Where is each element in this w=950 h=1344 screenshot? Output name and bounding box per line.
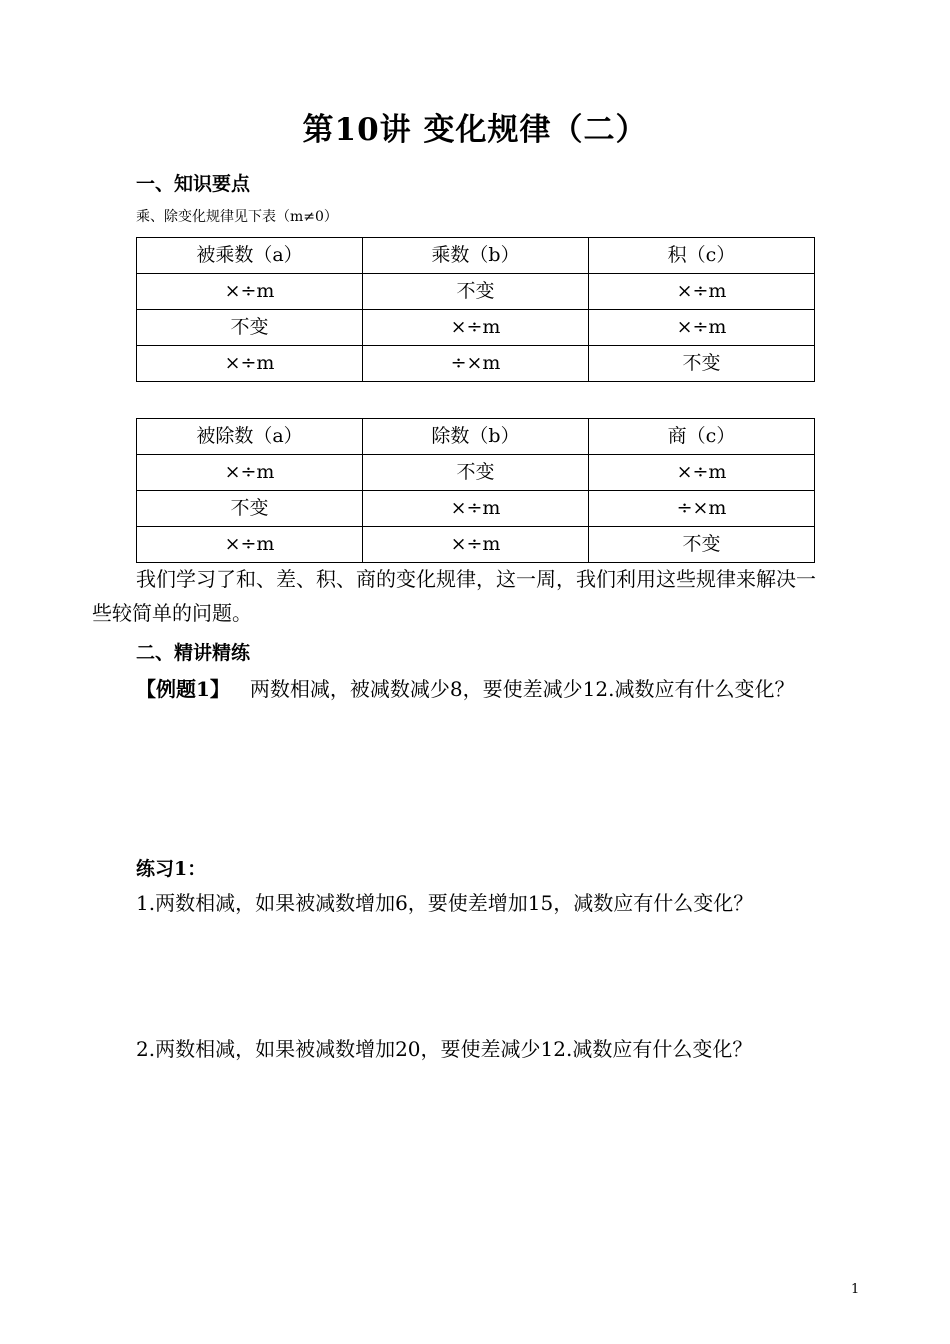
table-row	[137, 527, 815, 563]
table-cell: 不变	[363, 455, 589, 491]
table-cell: ÷×m	[589, 491, 815, 527]
intro-paragraph-line1: 我们学习了和、差、积、商的变化规律，这一周，我们利用这些规律来解决一	[136, 567, 816, 591]
table-header-row	[137, 419, 815, 455]
table-row	[137, 491, 815, 527]
table-row	[137, 455, 815, 491]
example-label: 【例题1】	[136, 677, 230, 701]
example-1	[136, 672, 794, 706]
table-cell: ×÷m	[589, 310, 815, 346]
practice-heading: 练习1：	[136, 858, 207, 880]
table-note: 乘、除变化规律见下表（m≠0）	[136, 209, 338, 225]
table-header-cell: 积（c）	[589, 238, 815, 274]
table-cell: ×÷m	[137, 527, 363, 563]
multiply-rule-table	[136, 237, 815, 382]
table-header-row	[137, 238, 815, 274]
example-text: 两数相减，被减数减少8，要使差减少12.减数应有什么变化？	[249, 677, 795, 701]
intro-paragraph-line2: 些较简单的问题。	[92, 601, 252, 625]
table-cell: 不变	[137, 491, 363, 527]
table-cell: 不变	[137, 310, 363, 346]
table-cell: ÷×m	[363, 346, 589, 382]
page-title: 第10讲 变化规律（二）	[302, 112, 648, 148]
table-cell: ×÷m	[589, 455, 815, 491]
table-header-cell: 被除数（a）	[137, 419, 363, 455]
divide-rule-table	[136, 418, 815, 563]
section-heading-knowledge: 一、知识要点	[136, 173, 251, 195]
table-row	[137, 346, 815, 382]
practice-question-1: 1.两数相减，如果被减数增加6，要使差增加15，减数应有什么变化？	[136, 891, 754, 915]
table-cell: ×÷m	[589, 274, 815, 310]
table-row	[137, 274, 815, 310]
table-cell: 不变	[589, 527, 815, 563]
table-header-cell: 乘数（b）	[363, 238, 589, 274]
table-header-cell: 商（c）	[589, 419, 815, 455]
table-cell: ×÷m	[137, 346, 363, 382]
table-cell: ×÷m	[363, 491, 589, 527]
table-cell: ×÷m	[363, 310, 589, 346]
section-heading-practice: 二、精讲精练	[136, 642, 251, 664]
table-row	[137, 310, 815, 346]
table-header-cell: 被乘数（a）	[137, 238, 363, 274]
table-header-cell: 除数（b）	[363, 419, 589, 455]
table-cell: 不变	[589, 346, 815, 382]
table-cell: 不变	[363, 274, 589, 310]
page-number: 1	[851, 1282, 860, 1297]
table-cell: ×÷m	[137, 455, 363, 491]
table-cell: ×÷m	[363, 527, 589, 563]
table-cell: ×÷m	[137, 274, 363, 310]
practice-question-2: 2.两数相减，如果被减数增加20，要使差减少12.减数应有什么变化？	[136, 1037, 753, 1061]
